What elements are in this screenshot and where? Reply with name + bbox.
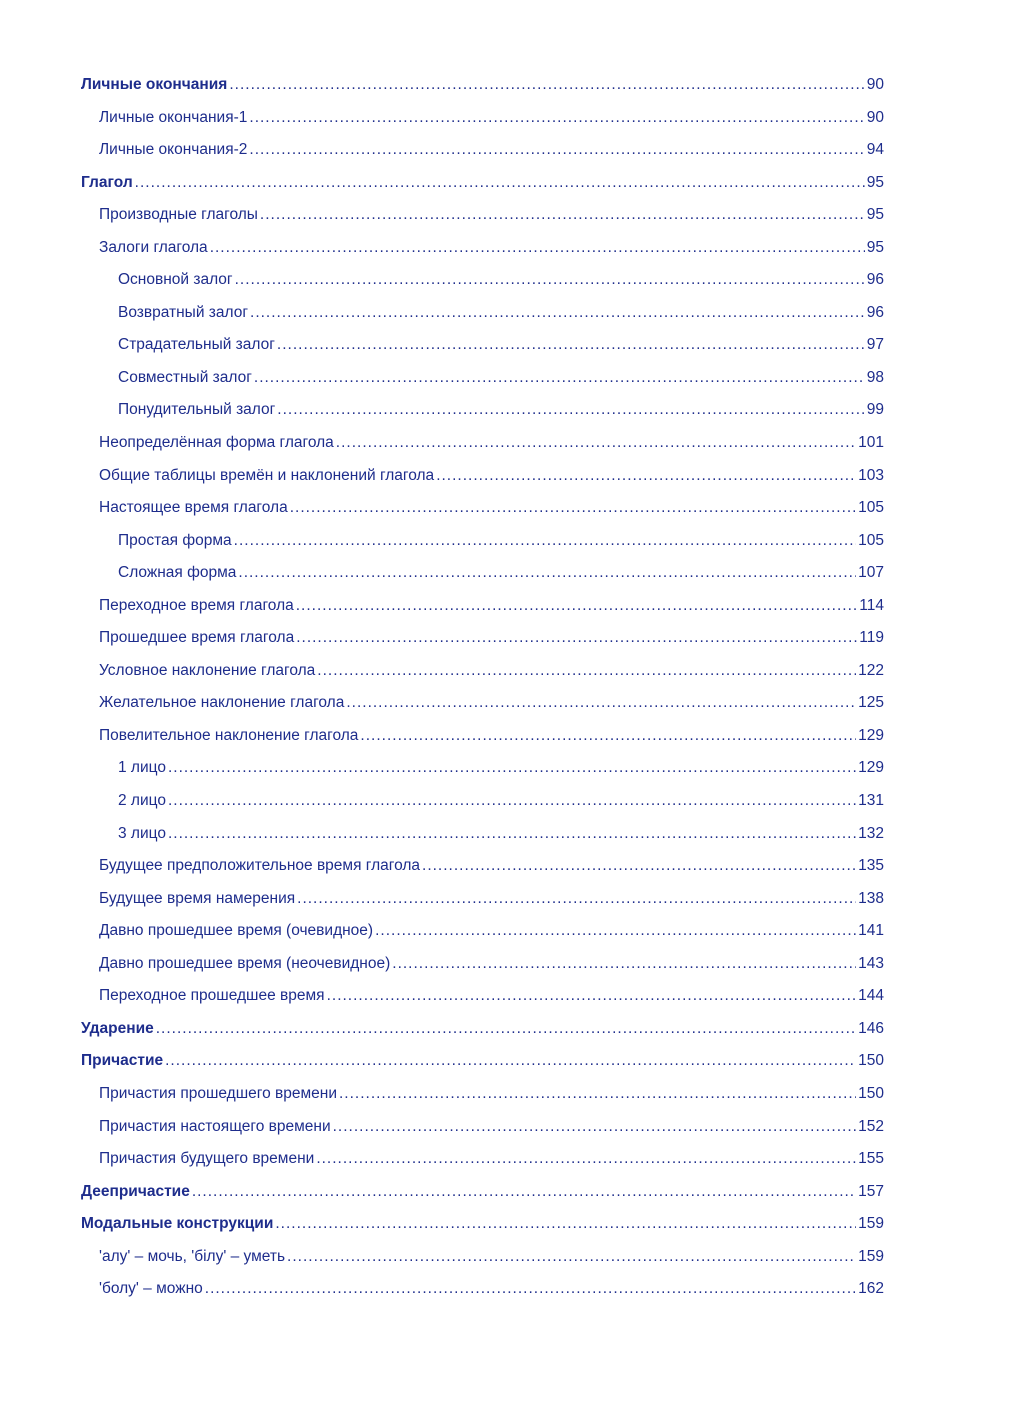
toc-entry[interactable] xyxy=(81,174,884,207)
toc-entry-title: Личные окончания-2 xyxy=(99,141,248,159)
toc-entry[interactable] xyxy=(81,564,884,597)
toc-dot-leader xyxy=(422,857,856,875)
toc-entry-title: Причастия настоящего времени xyxy=(99,1117,331,1135)
toc-dot-leader xyxy=(156,1020,856,1038)
toc-entry[interactable] xyxy=(81,239,884,272)
toc-entry-page-number: 150 xyxy=(858,1052,884,1070)
toc-entry-page-number: 143 xyxy=(858,954,884,972)
toc-entry-title: 'болу' – можно xyxy=(99,1280,203,1298)
toc-dot-leader xyxy=(168,825,856,843)
toc-entry-page-number: 103 xyxy=(858,466,884,484)
toc-entry-page-number: 98 xyxy=(866,368,884,386)
toc-entry-title: Глагол xyxy=(81,173,133,191)
toc-entry-title: Общие таблицы времён и наклонений глагола xyxy=(99,466,435,484)
toc-entry-page-number: 101 xyxy=(858,434,884,452)
toc-entry-page-number: 119 xyxy=(859,629,884,647)
toc-entry-title: Будущее время намерения xyxy=(99,889,296,907)
toc-dot-leader xyxy=(333,1118,857,1136)
toc-entry[interactable] xyxy=(81,987,884,1020)
toc-dot-leader xyxy=(192,1183,856,1201)
toc-entry[interactable] xyxy=(81,206,884,239)
toc-dot-leader xyxy=(210,239,865,257)
toc-entry-page-number: 129 xyxy=(858,726,884,744)
toc-entry[interactable] xyxy=(81,759,884,792)
toc-entry-page-number: 97 xyxy=(866,336,884,354)
toc-dot-leader xyxy=(168,759,856,777)
toc-dot-leader xyxy=(205,1280,856,1298)
toc-entry-title: Личные окончания xyxy=(81,76,228,93)
toc-entry-page-number: 159 xyxy=(858,1215,884,1233)
toc-entry-title: Личные окончания-1 xyxy=(99,108,248,126)
toc-dot-leader xyxy=(297,890,856,908)
toc-entry-title: Причастия прошедшего времени xyxy=(99,1084,337,1102)
toc-dot-leader xyxy=(316,1150,856,1168)
toc-entry[interactable] xyxy=(81,955,884,988)
toc-dot-leader xyxy=(275,1215,856,1233)
toc-entry-page-number: 90 xyxy=(866,76,884,93)
toc-dot-leader xyxy=(346,694,856,712)
toc-dot-leader xyxy=(229,76,864,94)
toc-dot-leader xyxy=(135,174,865,192)
toc-entry[interactable] xyxy=(81,629,884,662)
toc-entry-page-number: 135 xyxy=(858,857,884,875)
toc-entry-page-number: 159 xyxy=(858,1247,884,1265)
toc-dot-leader xyxy=(260,206,865,224)
toc-entry[interactable] xyxy=(81,1183,884,1216)
toc-dot-leader xyxy=(277,336,865,354)
toc-entry[interactable] xyxy=(81,1020,884,1053)
toc-entry[interactable] xyxy=(81,1215,884,1248)
toc-dot-leader xyxy=(360,727,856,745)
toc-entry-title: 2 лицо xyxy=(118,792,166,810)
toc-entry-page-number: 155 xyxy=(858,1150,884,1168)
toc-entry-title: Залоги глагола xyxy=(99,238,208,256)
toc-entry-page-number: 141 xyxy=(858,922,884,940)
toc-dot-leader xyxy=(290,499,856,517)
toc-entry-title: Желательное наклонение глагола xyxy=(99,694,345,712)
toc-entry[interactable] xyxy=(81,792,884,825)
toc-entry-title: Совместный залог xyxy=(118,368,252,386)
toc-entry-title: 'алу' – мочь, 'білу' – уметь xyxy=(99,1247,286,1265)
toc-entry-page-number: 152 xyxy=(858,1117,884,1135)
toc-entry-page-number: 157 xyxy=(858,1182,884,1200)
toc-entry-title: Причастие xyxy=(81,1052,164,1070)
toc-entry-page-number: 144 xyxy=(858,987,884,1005)
toc-dot-leader xyxy=(392,955,856,973)
toc-entry-title: Повелительное наклонение глагола xyxy=(99,726,359,744)
toc-entry[interactable] xyxy=(81,369,884,402)
toc-entry[interactable] xyxy=(81,1150,884,1183)
toc-entry-title: Страдательный залог xyxy=(118,336,275,354)
toc-dot-leader xyxy=(235,271,865,289)
toc-entry-title: Переходное прошедшее время xyxy=(99,987,325,1005)
toc-dot-leader xyxy=(165,1052,856,1070)
toc-entry[interactable] xyxy=(81,694,884,727)
toc-dot-leader xyxy=(238,564,856,582)
toc-entry[interactable] xyxy=(81,1248,884,1281)
toc-entry-title: Переходное время глагола xyxy=(99,596,294,614)
toc-entry-title: 3 лицо xyxy=(118,824,166,842)
table-of-contents xyxy=(81,76,884,1313)
toc-entry-title: Производные глаголы xyxy=(99,206,258,224)
toc-dot-leader xyxy=(249,141,864,159)
toc-dot-leader xyxy=(336,434,856,452)
toc-dot-leader xyxy=(317,662,856,680)
toc-entry[interactable] xyxy=(81,857,884,890)
toc-entry-page-number: 95 xyxy=(866,238,884,256)
toc-entry-page-number: 96 xyxy=(866,271,884,289)
toc-entry[interactable] xyxy=(81,727,884,760)
toc-dot-leader xyxy=(296,629,857,647)
toc-entry-page-number: 94 xyxy=(866,141,884,159)
toc-entry[interactable] xyxy=(81,271,884,304)
toc-entry[interactable] xyxy=(81,336,884,369)
toc-entry-title: Прошедшее время глагола xyxy=(99,629,295,647)
toc-dot-leader xyxy=(250,304,865,322)
toc-entry-title: Давно прошедшее время (неочевидное) xyxy=(99,954,391,972)
toc-entry[interactable] xyxy=(81,890,884,923)
toc-dot-leader xyxy=(339,1085,856,1103)
toc-entry-page-number: 138 xyxy=(858,889,884,907)
toc-entry-page-number: 129 xyxy=(858,759,884,777)
toc-entry[interactable] xyxy=(81,304,884,337)
toc-entry-page-number: 107 xyxy=(858,564,884,582)
toc-dot-leader xyxy=(287,1248,856,1266)
toc-entry[interactable] xyxy=(81,434,884,467)
toc-entry-title: Настоящее время глагола xyxy=(99,499,288,517)
toc-entry-title: Сложная форма xyxy=(118,564,237,582)
toc-entry-page-number: 95 xyxy=(866,173,884,191)
toc-entry-page-number: 122 xyxy=(858,661,884,679)
toc-entry-title: Неопределённая форма глагола xyxy=(99,434,334,452)
toc-entry[interactable] xyxy=(81,1280,884,1313)
toc-entry-title: Деепричастие xyxy=(81,1182,190,1200)
toc-entry-title: Основной залог xyxy=(118,271,233,289)
toc-dot-leader xyxy=(277,401,864,419)
toc-entry-page-number: 90 xyxy=(866,108,884,126)
toc-entry-title: Модальные конструкции xyxy=(81,1215,274,1233)
toc-entry-title: Простая форма xyxy=(118,531,232,549)
toc-entry[interactable] xyxy=(81,109,884,142)
toc-dot-leader xyxy=(375,922,856,940)
toc-entry-title: 1 лицо xyxy=(118,759,166,777)
toc-entry[interactable] xyxy=(81,499,884,532)
toc-entry[interactable] xyxy=(81,467,884,500)
toc-entry[interactable] xyxy=(81,922,884,955)
toc-entry-page-number: 146 xyxy=(858,1019,884,1037)
toc-entry-title: Возвратный залог xyxy=(118,303,249,321)
toc-entry-page-number: 99 xyxy=(866,401,884,419)
toc-dot-leader xyxy=(168,792,856,810)
toc-dot-leader xyxy=(234,532,856,550)
toc-entry[interactable] xyxy=(81,401,884,434)
toc-entry-page-number: 132 xyxy=(858,824,884,842)
toc-dot-leader xyxy=(296,597,858,615)
toc-dot-leader xyxy=(254,369,865,387)
toc-entry[interactable] xyxy=(81,1052,884,1085)
toc-entry-title: Будущее предположительное время глагола xyxy=(99,857,421,875)
toc-entry-page-number: 105 xyxy=(858,531,884,549)
toc-entry[interactable] xyxy=(81,532,884,565)
toc-entry-page-number: 95 xyxy=(866,206,884,224)
toc-entry-title: Понудительный залог xyxy=(118,401,276,419)
toc-dot-leader xyxy=(436,467,856,485)
toc-entry-page-number: 131 xyxy=(858,792,884,810)
toc-entry-page-number: 96 xyxy=(866,303,884,321)
toc-entry-page-number: 150 xyxy=(858,1084,884,1102)
toc-entry[interactable] xyxy=(81,825,884,858)
toc-entry-page-number: 114 xyxy=(859,596,884,614)
toc-entry[interactable] xyxy=(81,597,884,630)
toc-entry-title: Причастия будущего времени xyxy=(99,1150,315,1168)
toc-entry[interactable] xyxy=(81,1085,884,1118)
toc-entry-page-number: 162 xyxy=(858,1280,884,1298)
toc-entry[interactable] xyxy=(81,662,884,695)
toc-dot-leader xyxy=(327,987,857,1005)
toc-entry[interactable] xyxy=(81,141,884,174)
toc-entry-page-number: 105 xyxy=(858,499,884,517)
toc-dot-leader xyxy=(249,109,864,127)
toc-entry[interactable] xyxy=(81,1118,884,1151)
toc-entry[interactable] xyxy=(81,76,884,109)
toc-entry-title: Условное наклонение глагола xyxy=(99,661,316,679)
toc-entry-title: Давно прошедшее время (очевидное) xyxy=(99,922,374,940)
toc-entry-page-number: 125 xyxy=(858,694,884,712)
toc-entry-title: Ударение xyxy=(81,1019,154,1037)
